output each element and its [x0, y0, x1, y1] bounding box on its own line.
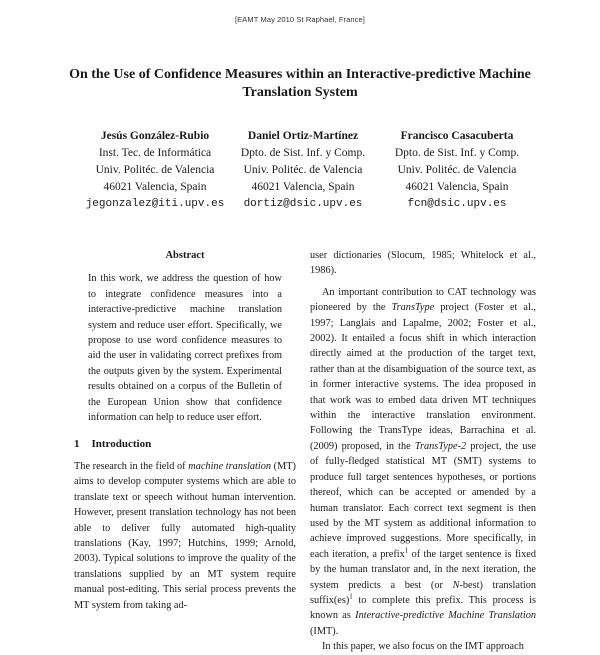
author-block-2	[218, 128, 388, 213]
text-run-italic: TransType	[391, 302, 435, 314]
text-run: -best) translation suffix(es)	[310, 579, 537, 606]
author-email: dortiz@dsic.upv.es	[243, 198, 363, 210]
abstract-heading: Abstract	[165, 250, 205, 261]
author-email: jegonzalez@iti.upv.es	[85, 198, 225, 210]
abstract-text: In this work, we address the question of how to integrate confidence measures into a interactive-predictive machine translation system and reduce user effort. Specifically, we propose to use word confidence measures to aid the user in validating correct prefixes from the outputs given by the system. Experimental results obtained on a corpus of the Bulletin of the European Union show that confidence information can help to reduce user effort.	[88, 273, 282, 424]
text-run-italic: Interactive-predictive Machine Translation	[355, 610, 536, 622]
author-university: Univ. Politéc. de Valencia	[95, 164, 215, 176]
text-run: (MT) aims to develop computer systems which are able to translate text or speech without human intervention. However, present translation technology has not been able to deliver fully automated high-quality translations (Kay, 1997; Hutchins, 1999; Arnold, 2003). Typical solutions to improve the quality of the translations supplied by an MT system require manual post-editing. This serial process prevents the MT system from taking ad-	[74, 460, 296, 611]
left-column	[74, 248, 296, 613]
author-affiliation: Dpto. de Sist. Inf. y Comp.	[394, 147, 520, 159]
text-run: project, the use of fully-fledged statistical MT (SMT) systems to produce full target sentences hypotheses, or portions thereof, which can be accepted or amended by a human translator. Each correct text segment is then used by the MT system as additional information to achieve improved suggestions. More specifically, in each iteration, a prefix	[310, 440, 536, 560]
footnote-marker: 1	[349, 592, 353, 601]
text-run: An important contribution to CAT technology was pioneered by the	[310, 286, 536, 314]
author-city: 46021 Valencia, Spain	[405, 181, 509, 193]
author-university: Univ. Politéc. de Valencia	[243, 164, 363, 176]
text-run: (IMT).	[310, 625, 339, 637]
author-email: fcn@dsic.upv.es	[407, 198, 507, 210]
conference-header-note: [EAMT May 2010 St Raphael, France]	[235, 15, 365, 24]
intro-paragraph	[74, 459, 296, 613]
author-affiliation: Dpto. de Sist. Inf. y Comp.	[240, 147, 366, 159]
text-run-italic: machine translation	[188, 460, 272, 472]
section-heading	[74, 437, 296, 452]
text-run-italic: N	[452, 579, 460, 591]
author-university: Univ. Politéc. de Valencia	[397, 164, 517, 176]
paper-title: On the Use of Confidence Measures within an Interactive-predictive Machine Translation System	[69, 67, 531, 100]
footnote-marker: 1	[404, 546, 409, 555]
text-run: The research in the field of	[74, 460, 189, 472]
text-run-italic: TransType-2	[414, 440, 467, 452]
author-city: 46021 Valencia, Spain	[251, 181, 355, 193]
section-number: 1	[74, 438, 80, 451]
text-run: of the target sentence is fixed by the human translator and, in the next iteration, the system predicts a best (or	[310, 548, 537, 591]
text-run: to complete this prefix. This process is known as	[310, 594, 536, 622]
continued-paragraph: user dictionaries (Slocum, 1985; Whitelock et al., 1986).	[310, 250, 536, 277]
imt-paragraph: In this paper, we also focus on the IMT approach	[322, 641, 524, 653]
author-name: Jesús González-Rubio	[100, 130, 210, 142]
author-city: 46021 Valencia, Spain	[103, 181, 207, 193]
cat-paragraph	[310, 285, 536, 639]
author-block-3	[372, 128, 542, 213]
author-affiliation: Inst. Tec. de Informática	[98, 147, 212, 159]
text-run: project (Foster et al., 1997; Langlais and Lapalme, 2002; Foster et al., 2002). It entailed a focus shift in which interaction directly aimed at the production of the target text, rather than at the disambiguation of the source text, as in former interactive systems. The idea proposed in that work was to embed data driven MT techniques within the interactive translation environment. Following the TransType ideas, Barrachina et al. (2009) proposed, in the	[310, 302, 536, 452]
author-name: Francisco Casacuberta	[400, 130, 514, 142]
section-title: Introduction	[91, 438, 152, 451]
author-name: Daniel Ortiz-Martínez	[247, 130, 359, 142]
right-column	[310, 248, 536, 655]
